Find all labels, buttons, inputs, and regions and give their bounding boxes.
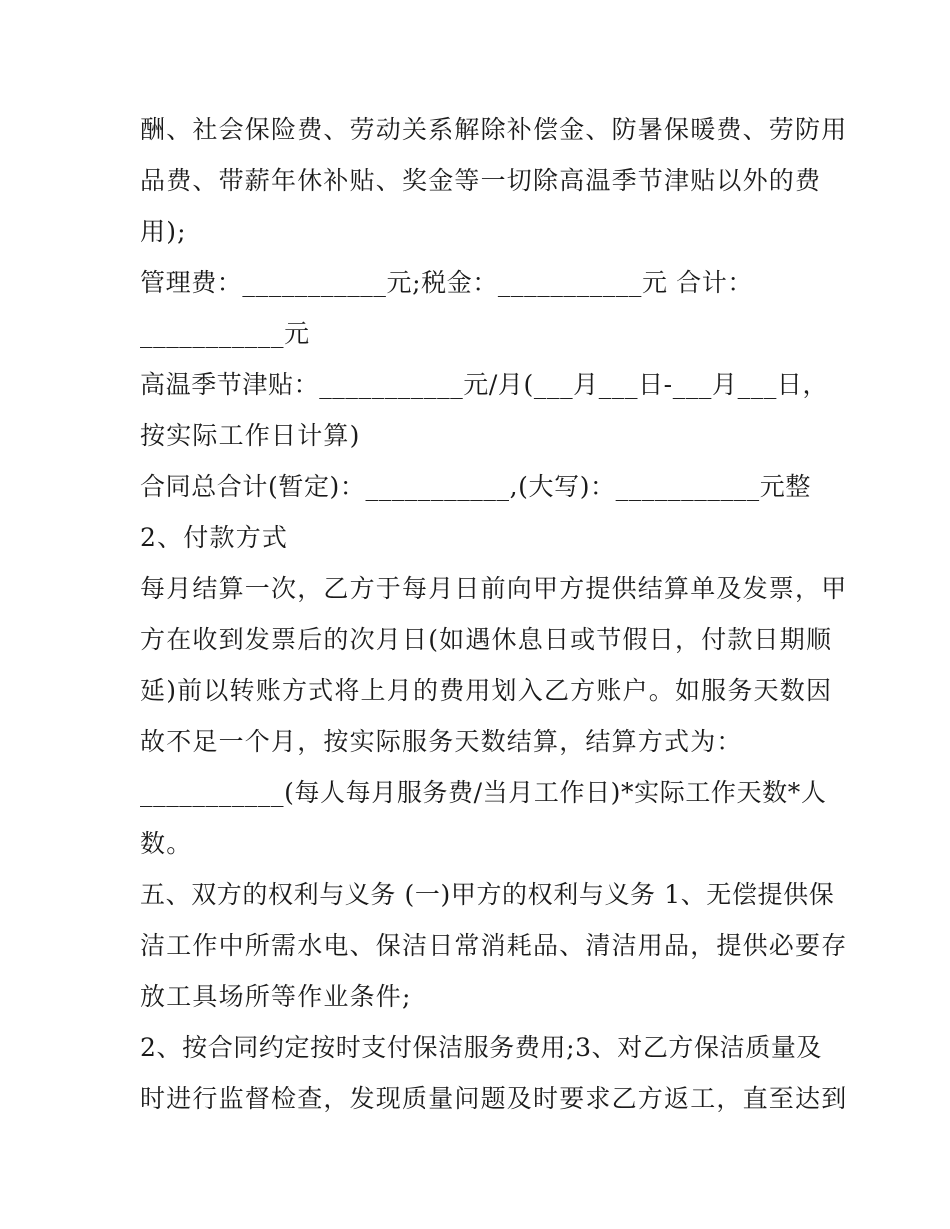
text-line: ___________元: [140, 319, 310, 348]
text-line: 用);: [140, 217, 187, 246]
text-line: 酬、社会保险费、劳动关系解除补偿金、防暑保暖费、劳防用: [140, 115, 848, 144]
section-heading: 2、付款方式: [140, 523, 289, 552]
text-line: 方在收到发票后的次月日(如遇休息日或节假日，付款日期顺: [140, 625, 833, 654]
document-page: [140, 104, 848, 1124]
text-line: 高温季节津贴：___________元/月(___月___日-___月___日，: [140, 370, 829, 399]
text-line: 时进行监督检查，发现质量问题及时要求乙方返工，直至达到: [140, 1084, 848, 1113]
text-line: 数。: [140, 829, 193, 858]
text-line: 按实际工作日计算): [140, 421, 361, 450]
text-line: ___________(每人每月服务费/当月工作日)*实际工作天数*人: [140, 778, 827, 807]
text-line: 管理费：___________元;税金：___________元 合计：: [140, 268, 753, 297]
text-line: 每月结算一次，乙方于每月日前向甲方提供结算单及发票，甲: [140, 574, 848, 603]
text-line: 合同总合计(暂定)：___________,(大写)：___________元整: [140, 472, 811, 501]
text-line: 故不足一个月，按实际服务天数结算，结算方式为：: [140, 727, 743, 756]
text-line: 洁工作中所需水电、保洁日常消耗品、清洁用品，提供必要存: [140, 931, 848, 960]
text-line: 2、按合同约定按时支付保洁服务费用;3、对乙方保洁质量及: [140, 1033, 823, 1062]
text-line: 放工具场所等作业条件;: [140, 982, 412, 1011]
text-line: 延)前以转账方式将上月的费用划入乙方账户。如服务天数因: [140, 676, 833, 705]
text-line: 品费、带薪年休补贴、奖金等一切除高温季节津贴以外的费: [140, 166, 822, 195]
text-line: 五、双方的权利与义务 (一)甲方的权利与义务 1、无偿提供保: [140, 880, 835, 909]
